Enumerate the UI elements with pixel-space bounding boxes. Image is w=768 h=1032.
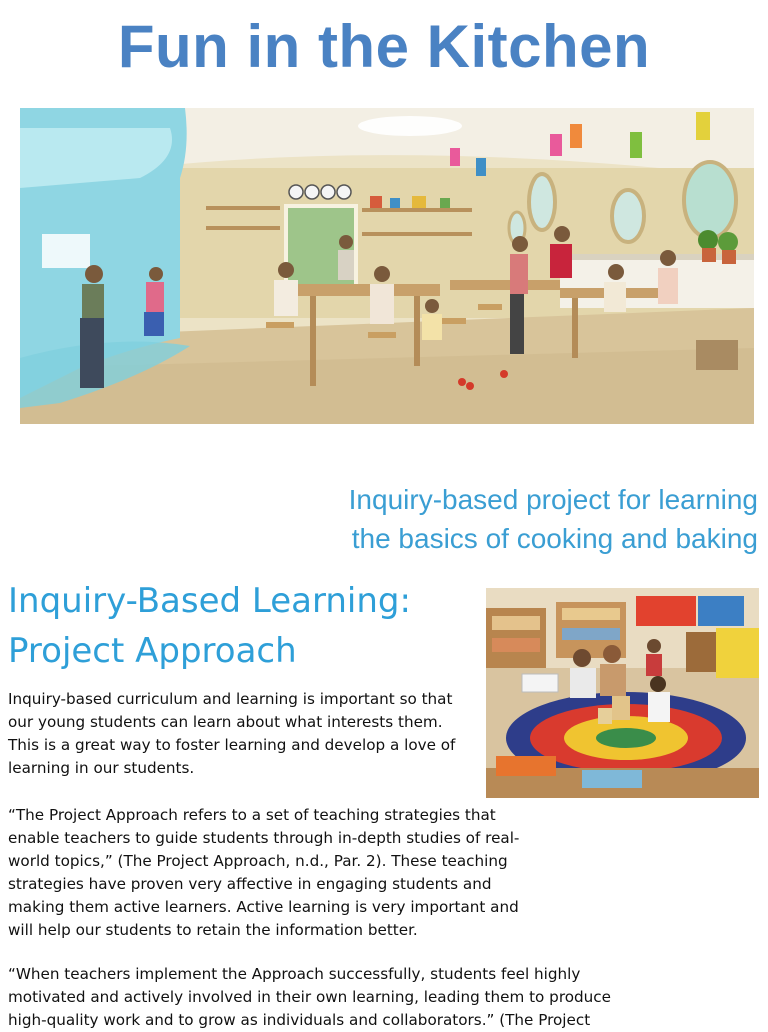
classroom-photo: [486, 588, 759, 798]
project-subtitle: [349, 480, 758, 558]
kitchen-classroom-image: [20, 108, 754, 424]
paragraph-project-approach: “The Project Approach refers to a set of teaching strategies that enable teachers to guide students through in-depth studies of real-world topics,” (The Project Approach, n.d., Par. 2). These teaching strategies have proven very affective in engaging students and making them active learners. Active learning is very important and will help our students to retain the information better.: [8, 806, 520, 939]
subtitle-line: Inquiry-based project for learning: [348, 484, 758, 515]
page-title: Fun in the Kitchen: [117, 13, 651, 80]
paragraph-intro: Inquiry-based curriculum and learning is important so that our young students can learn about what interests them. This is a great way to foster learning and develop a love of learning in our students.: [8, 690, 456, 777]
subtitle-line: the basics of cooking and baking: [351, 523, 758, 554]
paragraph-quote: “When teachers implement the Approach successfully, students feel highly motivated and actively involved in their own learning, leading them to produce high-quality work and to grow as individuals and collaborators.” (The Project: [8, 965, 611, 1029]
section-heading: Inquiry-Based Learning: Project Approach: [8, 581, 411, 671]
